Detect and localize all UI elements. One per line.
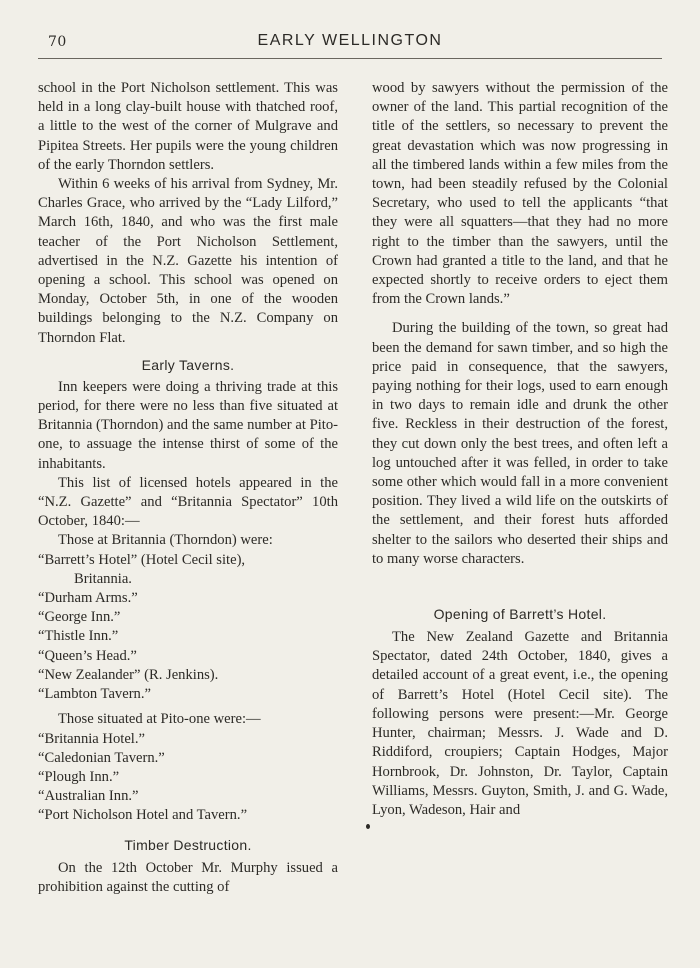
running-title: EARLY WELLINGTON: [257, 32, 443, 49]
list-item: “Plough Inn.”: [38, 768, 120, 785]
britannia-hotel-list: [38, 531, 338, 704]
page-number: 70: [48, 34, 67, 50]
paragraph-charles-grace: Within 6 weeks of his arrival from Sydney, Mr. Charles Grace, who arrived by the “Lady Lilford,” March 16th, 1840, and who was the first male teacher of the Port Nicholson Settlement, advertised in the N.Z. Gazette his intention of opening a school. This school was opened on Monday, October 5th, in one of the wooden buildings belonging to the N.Z. Company on Thorndon Flat.: [38, 176, 338, 346]
ink-blot-mark: [366, 824, 370, 829]
list-item: “Australian Inn.”: [38, 788, 139, 805]
list-item: “Lambton Tavern.”: [38, 686, 151, 703]
pitoone-hotel-list: [38, 710, 338, 825]
paragraph-gazette-account: The New Zealand Gazette and Britannia Spectator, dated 24th October, 1840, gives a detailed account of a great event, i.e., the opening of Barrett’s Hotel (Hotel Cecil site). The following persons were present:—Mr. George Hunter, chairman; Messrs. J. Wade and D. Riddiford, croupiers; Captain Hodges, Major Hornbrook, Dr. Johnston, Dr. Taylor, Captain Williams, Messrs. Guyton, Smith, J. and G. Wade, Lyon, Wadeson, Hair and: [372, 629, 668, 818]
list-item: “Queen’s Head.”: [38, 647, 137, 664]
heading-timber-destruction: Timber Destruction.: [124, 836, 252, 853]
page-header: [38, 30, 662, 59]
paragraph-wood-sawyers: wood by sawyers without the permission of the owner of the land. This partial recognition of the title of the settlers, so necessary to prevent the great devastation which was now progressing in all the timbered lands within a few miles from the town, had been steadily refused by the Colonial Secretary, who used to tell the applicants “that they were all squatters—that they had no more right to the timber than the sawyers, until the Crown had granted a title to the land, and that he expected shortly to receive orders to eject them from the Crown lands.”: [372, 80, 668, 308]
left-column: [38, 79, 338, 897]
paragraph-building-town: During the building of the town, so great had been the demand for sawn timber, and so high the price paid in consequence, that the sawyers, paying nothing for their logs, used to earn enough in two days to remain idle and drunk the other five. Reckless in their destruction of the forest, they cut down only the best trees, and often left a log untouched after it was felled, in order to take some other which would fall in a more convenient position. They lived a wild life on the outskirts of the settlement, and their forest huts afforded shelter to the sailors who deserted their ships and to many worse characters.: [372, 320, 668, 567]
paragraph-list-intro: This list of licensed hotels appeared in the “N.Z. Gazette” and “Britannia Spectator” 10th October, 1840:—: [38, 474, 338, 530]
right-column: [372, 79, 668, 820]
list-item: “George Inn.”: [38, 609, 121, 626]
list-item: “Barrett’s Hotel” (Hotel Cecil site),: [38, 551, 246, 568]
list-item: “Britannia Hotel.”: [38, 730, 145, 747]
list-item: “Caledonian Tavern.”: [38, 749, 165, 766]
list-item: “Thistle Inn.”: [38, 628, 119, 645]
list-item: “Port Nicholson Hotel and Tavern.”: [38, 807, 248, 824]
paragraph-inn-keepers: Inn keepers were doing a thriving trade at this period, for there were no less than five situated at Britannia (Thorndon) and the same number at Pito-one, to assuage the intense thirst of some of the inhabitants.: [38, 378, 338, 472]
list-item-continuation: Britannia.: [74, 570, 132, 587]
list-intro-pitoone: Those situated at Pito-one were:—: [58, 711, 261, 728]
heading-early-taverns: Early Taverns.: [141, 356, 235, 373]
list-intro-britannia: Those at Britannia (Thorndon) were:: [58, 532, 273, 549]
list-item: “New Zealander” (R. Jenkins).: [38, 666, 219, 683]
paragraph-murphy: On the 12th October Mr. Murphy issued a prohibition against the cutting of: [38, 859, 338, 895]
list-item: “Durham Arms.”: [38, 590, 138, 607]
heading-opening-barretts: Opening of Barrett’s Hotel.: [433, 606, 607, 623]
paragraph-school-end: school in the Port Nicholson settlement. This was held in a long clay-built house with thatched roof, a little to the west of the corner of Mulgrave and Pipitea Streets. Her pupils were the young children of the early Thorndon settlers.: [38, 80, 338, 173]
